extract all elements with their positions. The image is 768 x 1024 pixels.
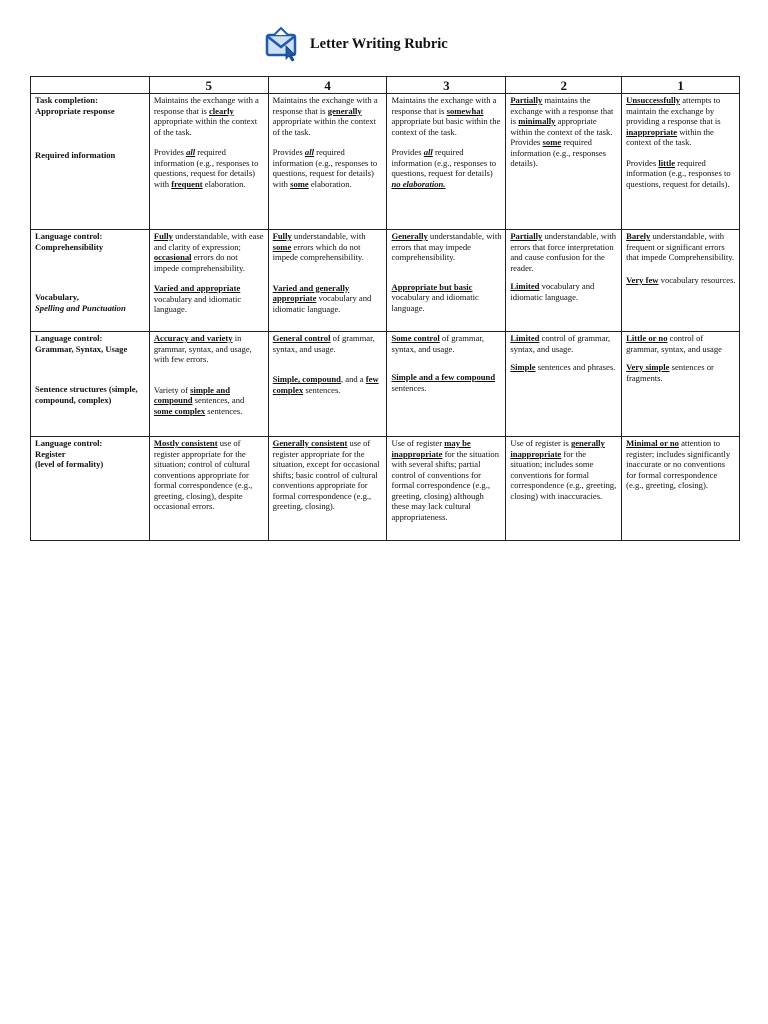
cell-task-3: Maintains the exchange with a response that is somewhat appropriate but basic within the context of the task. Provides all required information (e.g., responses to questions, request for details) no elaboration. <box>387 94 506 230</box>
page-title: Letter Writing Rubric <box>310 36 448 52</box>
envelope-cursor-icon <box>264 26 302 62</box>
score-header-5: 5 <box>149 77 268 94</box>
row-label-register: Language control: Register (level of formality) <box>31 437 150 541</box>
table-row <box>31 230 740 332</box>
cell-grammar-4: General control of grammar, syntax, and usage. Simple, compound, and a few complex sentences. <box>268 332 387 437</box>
cell-task-4: Maintains the exchange with a response that is generally appropriate within the context of the task. Provides all required information (e.g., responses to questions, request for details) with some elaboration. <box>268 94 387 230</box>
rubric-table <box>30 76 740 541</box>
cell-register-5: Mostly consistent use of register appropriate for the situation; control of cultural conventions appropriate for formal correspondence (e.g., greeting, closing), despite occasional errors. <box>149 437 268 541</box>
corner-cell <box>31 77 150 94</box>
row-label-comprehensibility: Language control: Comprehensibility Vocabulary, Spelling and Punctuation <box>31 230 150 332</box>
score-header-1: 1 <box>622 77 740 94</box>
score-header-2: 2 <box>506 77 622 94</box>
cell-task-2: Partially maintains the exchange with a response that is minimally appropriate within the context of the task. Provides some required information (e.g., responses details). <box>506 94 622 230</box>
table-row <box>31 437 740 541</box>
cell-comprehension-2: Partially understandable, with errors that force interpretation and cause confusion for the reader. Limited vocabulary and idiomatic language. <box>506 230 622 332</box>
cell-register-1: Minimal or no attention to register; includes significantly inaccurate or no conventions for formal correspondence (e.g., greeting, closing). <box>622 437 740 541</box>
cell-register-3: Use of register may be inappropriate for the situation with several shifts; partial control of conventions for formal correspondence (e.g., greeting, closing) although these may lack cultural appropriateness. <box>387 437 506 541</box>
score-header-3: 3 <box>387 77 506 94</box>
cell-register-4: Generally consistent use of register appropriate for the situation, except for occasional shifts; basic control of cultural conventions appropriate for formal correspondence (e.g., greeting, closing). <box>268 437 387 541</box>
header-row <box>31 77 740 94</box>
header <box>0 26 768 66</box>
cell-register-2: Use of register is generally inappropriate for the situation; includes some conventions for formal correspondence (e.g., greeting, closing) with inaccuracies. <box>506 437 622 541</box>
score-header-4: 4 <box>268 77 387 94</box>
cell-comprehension-3: Generally understandable, with errors that may impede comprehensibility. Appropriate but basic vocabulary and idiomatic language. <box>387 230 506 332</box>
cell-grammar-3: Some control of grammar, syntax, and usage. Simple and a few compound sentences. <box>387 332 506 437</box>
cell-grammar-1: Little or no control of grammar, syntax, and usage Very simple sentences or fragments. <box>622 332 740 437</box>
cell-task-1: Unsuccessfully attempts to maintain the exchange by providing a response that is inappropriate within the context of the task. Provides little required information (e.g., responses to questions, request for details). <box>622 94 740 230</box>
table-row <box>31 332 740 437</box>
row-label-task: Task completion: Appropriate response Required information <box>31 94 150 230</box>
cell-grammar-2: Limited control of grammar, syntax, and usage. Simple sentences and phrases. <box>506 332 622 437</box>
cell-comprehension-5: Fully understandable, with ease and clarity of expression; occasional errors do not impede comprehensibility. Varied and appropriate vocabulary and idiomatic language. <box>149 230 268 332</box>
cell-comprehension-1: Barely understandable, with frequent or significant errors that impede Comprehensibility. Very few vocabulary resources. <box>622 230 740 332</box>
cell-grammar-5: Accuracy and variety in grammar, syntax, and usage, with few errors. Variety of simple and compound sentences, and some complex sentences. <box>149 332 268 437</box>
row-label-grammar: Language control: Grammar, Syntax, Usage Sentence structures (simple, compound, complex) <box>31 332 150 437</box>
table-row <box>31 94 740 230</box>
cell-task-5: Maintains the exchange with a response that is clearly appropriate within the context of the task. Provides all required information (e.g., responses to questions, request for details) with frequent elaboration. <box>149 94 268 230</box>
cell-comprehension-4: Fully understandable, with some errors which do not impede comprehensibility. Varied and generally appropriate vocabulary and idiomatic language. <box>268 230 387 332</box>
